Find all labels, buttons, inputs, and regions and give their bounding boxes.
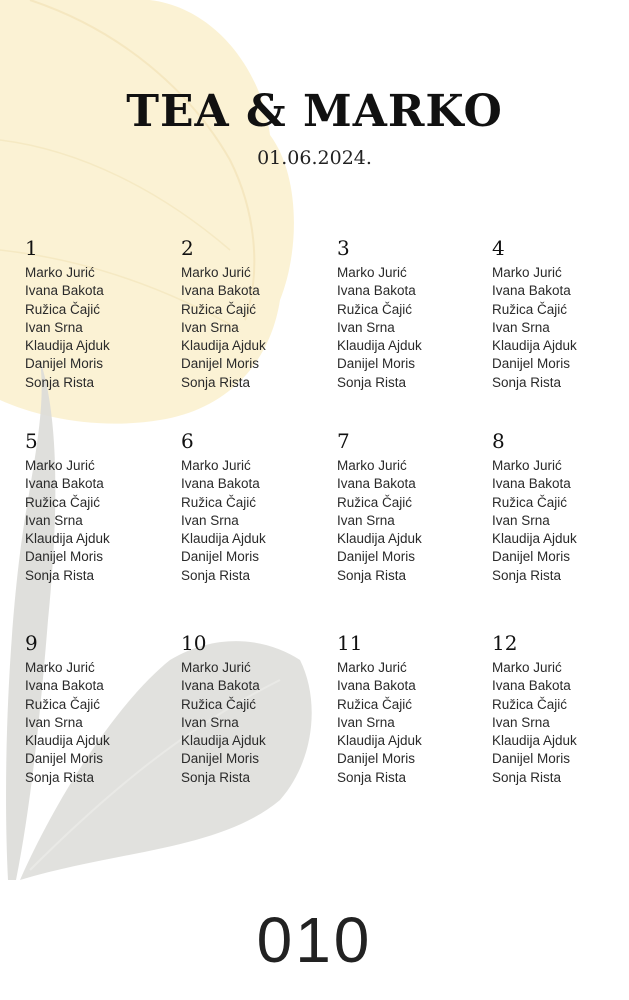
guest-name: Sonja Rista [25, 769, 95, 785]
guest-name: Ružica Čajić [337, 301, 413, 317]
guest-name: Ružica Čajić [25, 696, 101, 712]
table-number: 5 [25, 429, 38, 453]
table-block [337, 429, 477, 585]
guest-name: Sonja Rista [337, 374, 407, 390]
guest-name: Ružica Čajić [25, 301, 101, 317]
guest-name: Ivana Bakota [492, 283, 571, 299]
guest-name: Ivana Bakota [492, 678, 571, 694]
guest-name: Sonja Rista [25, 374, 95, 390]
guest-name: Ružica Čajić [337, 494, 413, 510]
table-block [25, 236, 165, 392]
guest-name: Ivan Srna [492, 319, 550, 335]
guest-name: Sonja Rista [181, 769, 251, 785]
guest-name: Danijel Moris [25, 751, 104, 767]
guest-name: Danijel Moris [492, 751, 571, 767]
guest-name: Ružica Čajić [492, 494, 568, 510]
guest-name: Ivan Srna [337, 512, 395, 528]
guest-name: Ivana Bakota [181, 678, 260, 694]
guest-name: Ružica Čajić [181, 494, 257, 510]
table-block [337, 631, 477, 787]
table-block [181, 429, 321, 585]
guest-name: Klaudija Ajduk [492, 338, 577, 354]
guest-name: Sonja Rista [492, 769, 562, 785]
guest-name: Ivana Bakota [25, 678, 104, 694]
guest-name: Klaudija Ajduk [337, 338, 422, 354]
guest-name: Danijel Moris [337, 751, 416, 767]
guest-name: Marko Jurić [25, 265, 95, 280]
table-block [337, 236, 477, 392]
guest-name: Sonja Rista [181, 567, 251, 583]
guest-name: Ružica Čajić [492, 301, 568, 317]
guest-name: Marko Jurić [492, 458, 562, 473]
guest-name: Klaudija Ajduk [492, 733, 577, 749]
table-block [492, 429, 629, 585]
guest-name: Klaudija Ajduk [181, 338, 266, 354]
guest-name: Marko Jurić [492, 265, 562, 280]
guest-name: Danijel Moris [492, 356, 571, 372]
table-number: 9 [25, 631, 38, 655]
table-number: 1 [25, 236, 38, 260]
guest-name: Sonja Rista [492, 567, 562, 583]
guest-name: Ivana Bakota [25, 283, 104, 299]
wedding-date: 01.06.2024. [257, 147, 372, 169]
table-number: 2 [181, 236, 194, 260]
couple-title: TEA & MARKO [126, 86, 503, 137]
guest-name: Klaudija Ajduk [181, 531, 266, 547]
table-number: 8 [492, 429, 505, 453]
guest-name: Ivan Srna [25, 714, 83, 730]
guest-name: Ivan Srna [337, 319, 395, 335]
table-number: 12 [492, 631, 518, 655]
guest-name: Danijel Moris [181, 751, 260, 767]
guest-name: Ružica Čajić [181, 696, 257, 712]
table-number: 4 [492, 236, 505, 260]
guest-name: Klaudija Ajduk [492, 531, 577, 547]
guest-name: Marko Jurić [181, 265, 251, 280]
guest-name: Ivana Bakota [25, 476, 104, 492]
guest-name: Marko Jurić [181, 660, 251, 675]
guest-name: Danijel Moris [492, 549, 571, 565]
guest-name: Ivan Srna [181, 512, 239, 528]
guest-name: Ivan Srna [492, 512, 550, 528]
guest-name: Ivana Bakota [492, 476, 571, 492]
guest-name: Ivana Bakota [337, 678, 416, 694]
template-code: 010 [256, 904, 373, 976]
guest-name: Sonja Rista [492, 374, 562, 390]
table-block [492, 631, 629, 787]
table-number: 3 [337, 236, 350, 260]
table-block [25, 631, 165, 787]
guest-name: Ružica Čajić [181, 301, 257, 317]
table-block [25, 429, 165, 585]
guest-name: Ivan Srna [25, 512, 83, 528]
table-number: 7 [337, 429, 350, 453]
guest-name: Ivana Bakota [337, 283, 416, 299]
guest-name: Ivan Srna [337, 714, 395, 730]
guest-name: Marko Jurić [25, 660, 95, 675]
guest-name: Klaudija Ajduk [337, 733, 422, 749]
guest-name: Sonja Rista [337, 567, 407, 583]
guest-name: Marko Jurić [337, 265, 407, 280]
guest-name: Marko Jurić [337, 458, 407, 473]
table-block [492, 236, 629, 392]
guest-name: Klaudija Ajduk [181, 733, 266, 749]
table-block [181, 236, 321, 392]
guest-name: Danijel Moris [25, 549, 104, 565]
guest-name: Marko Jurić [181, 458, 251, 473]
guest-name: Ivan Srna [25, 319, 83, 335]
guest-name: Danijel Moris [337, 549, 416, 565]
table-number: 6 [181, 429, 194, 453]
guest-name: Sonja Rista [25, 567, 95, 583]
guest-name: Ivan Srna [181, 714, 239, 730]
guest-name: Marko Jurić [25, 458, 95, 473]
guest-name: Ružica Čajić [337, 696, 413, 712]
guest-name: Klaudija Ajduk [25, 531, 110, 547]
guest-name: Marko Jurić [337, 660, 407, 675]
guest-name: Danijel Moris [181, 549, 260, 565]
guest-name: Ivan Srna [492, 714, 550, 730]
guest-name: Ružica Čajić [25, 494, 101, 510]
table-number: 10 [181, 631, 207, 655]
guest-name: Danijel Moris [337, 356, 416, 372]
guest-name: Ivana Bakota [337, 476, 416, 492]
guest-name: Sonja Rista [337, 769, 407, 785]
guest-name: Sonja Rista [181, 374, 251, 390]
guest-name: Ivan Srna [181, 319, 239, 335]
guest-name: Ružica Čajić [492, 696, 568, 712]
guest-name: Klaudija Ajduk [25, 338, 110, 354]
guest-name: Klaudija Ajduk [25, 733, 110, 749]
guest-name: Marko Jurić [492, 660, 562, 675]
table-block [181, 631, 321, 787]
guest-name: Danijel Moris [25, 356, 104, 372]
guest-name: Ivana Bakota [181, 476, 260, 492]
table-number: 11 [337, 631, 363, 655]
guest-name: Klaudija Ajduk [337, 531, 422, 547]
guest-name: Ivana Bakota [181, 283, 260, 299]
guest-name: Danijel Moris [181, 356, 260, 372]
